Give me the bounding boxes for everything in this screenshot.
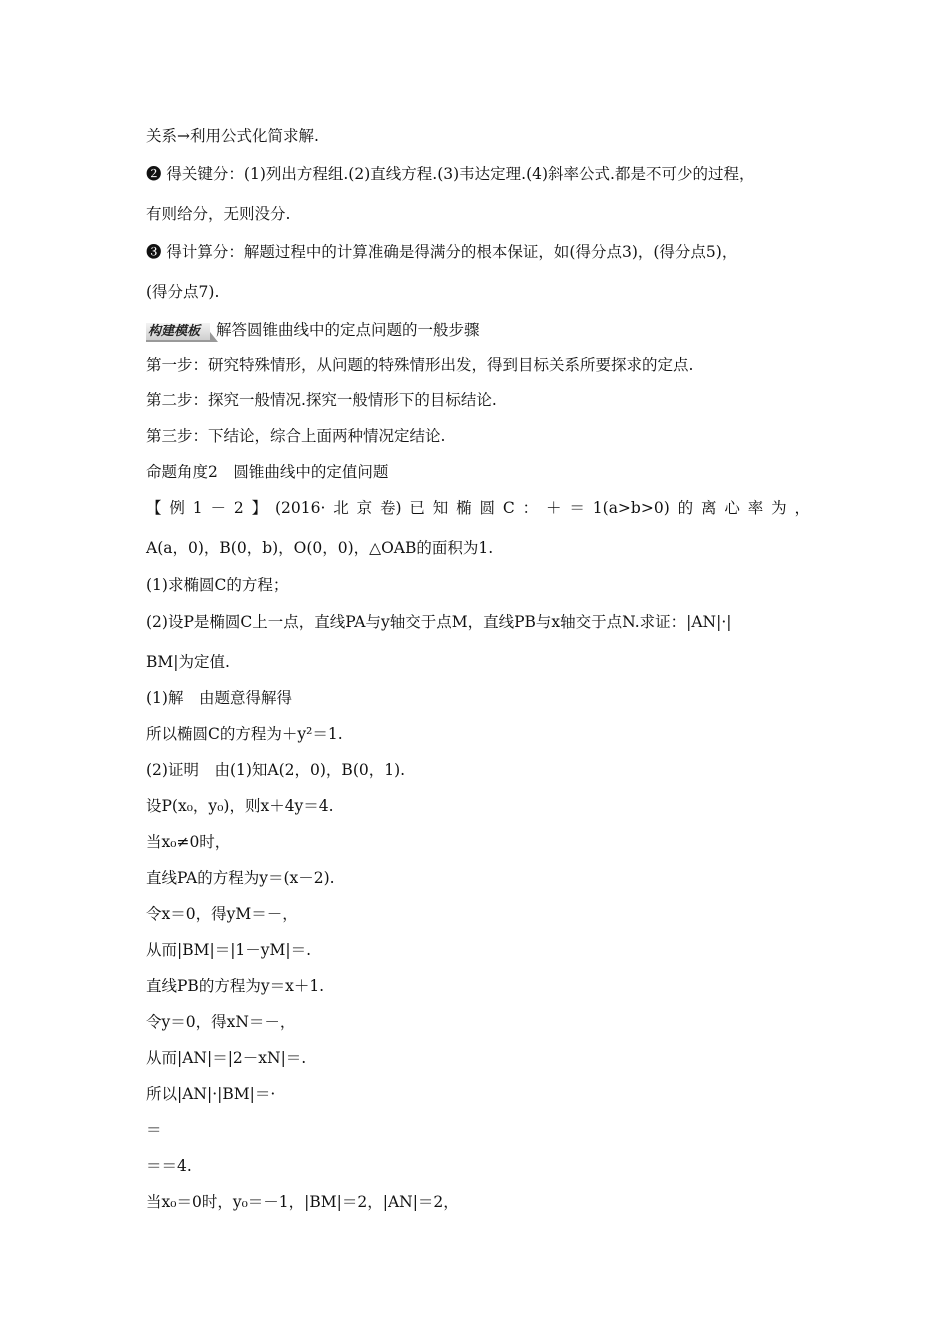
- example-part: ，: [794, 499, 810, 517]
- template-heading: [146, 320, 480, 342]
- example-part: 1: [192, 499, 203, 517]
- example-part: (2016·: [274, 499, 326, 517]
- text-line: 设P(x₀，y₀)，则x＋4y＝4.: [146, 797, 334, 815]
- text-line: 所以|AN|·|BM|＝·: [146, 1085, 276, 1103]
- text-line: ❸ 得计算分：解题过程中的计算准确是得满分的根本保证，如(得分点3)，(得分点5)，: [146, 243, 738, 261]
- example-part: 率: [747, 499, 764, 517]
- text-line: 第二步：探究一般情况.探究一般情形下的目标结论.: [146, 391, 497, 409]
- example-part: ＝: [569, 499, 585, 517]
- example-part: 例: [169, 499, 185, 517]
- text-line: ＝＝4.: [146, 1157, 192, 1175]
- template-title: 解答圆锥曲线中的定点问题的一般步骤: [216, 321, 480, 339]
- text-line: BM|为定值.: [146, 653, 230, 671]
- example-line: [146, 498, 810, 518]
- text-line: (1)解 由题意得解得: [146, 689, 292, 707]
- example-part: 北: [333, 499, 349, 517]
- text-line: (2)证明 由(1)知A(2，0)，B(0，1).: [146, 761, 406, 779]
- text-line: ❷ 得关键分：(1)列出方程组.(2)直线方程.(3)韦达定理.(4)斜率公式.都是不可少的过程，: [146, 165, 755, 183]
- text-line: 所以椭圆C的方程为＋y²＝1.: [146, 725, 343, 743]
- text-line: 令x＝0，得yM＝－，: [146, 905, 298, 923]
- text-line: A(a，0)，B(0，b)，O(0，0)，△OAB的面积为1.: [146, 539, 494, 557]
- template-tag: 构建模板: [146, 323, 210, 342]
- example-part: 的: [677, 499, 694, 517]
- example-part: 【: [146, 499, 162, 517]
- text-line: 当x₀≠0时，: [146, 833, 231, 851]
- example-part: 知: [432, 499, 449, 517]
- text-line: 关系→利用公式化简求解.: [146, 127, 319, 145]
- example-part: 为: [771, 499, 787, 517]
- text-line: 从而|AN|＝|2－xN|＝.: [146, 1049, 307, 1067]
- text-line: 第一步：研究特殊情形，从问题的特殊情形出发，得到目标关系所要探求的定点.: [146, 356, 694, 374]
- example-part: 京: [356, 499, 373, 517]
- example-part: 1(a>b>0): [592, 499, 670, 517]
- example-part: ＋: [546, 499, 562, 517]
- example-part: 】: [251, 499, 268, 517]
- text-line: 有则给分，无则没分.: [146, 205, 291, 223]
- example-part: 离: [700, 499, 717, 517]
- example-part: 心: [724, 499, 740, 517]
- text-line: (得分点7).: [146, 283, 220, 301]
- text-line: 直线PB的方程为y＝x＋1.: [146, 977, 325, 995]
- text-line: 令y＝0，得xN＝－，: [146, 1013, 296, 1031]
- example-part: 2: [233, 499, 244, 517]
- example-part: 圆: [479, 499, 496, 517]
- example-part: 卷): [380, 499, 402, 517]
- text-line: 从而|BM|＝|1－yM|＝.: [146, 941, 312, 959]
- section-heading: 命题角度2 圆锥曲线中的定值问题: [146, 463, 389, 481]
- example-part: 已: [409, 499, 425, 517]
- text-line: 当x₀＝0时，y₀＝－1，|BM|＝2，|AN|＝2，: [146, 1193, 459, 1211]
- text-line: (2)设P是椭圆C上一点，直线PA与y轴交于点M，直线PB与x轴交于点N.求证：|AN|·|: [146, 613, 732, 631]
- example-part: ：: [522, 499, 539, 517]
- example-part: C: [502, 499, 515, 517]
- text-line: ＝: [146, 1121, 162, 1139]
- text-line: 第三步：下结论，综合上面两种情况定结论.: [146, 427, 446, 445]
- text-line: (1)求椭圆C的方程；: [146, 576, 289, 594]
- example-part: 椭: [456, 499, 472, 517]
- text-line: 直线PA的方程为y＝(x－2).: [146, 869, 335, 887]
- example-part: －: [210, 499, 226, 517]
